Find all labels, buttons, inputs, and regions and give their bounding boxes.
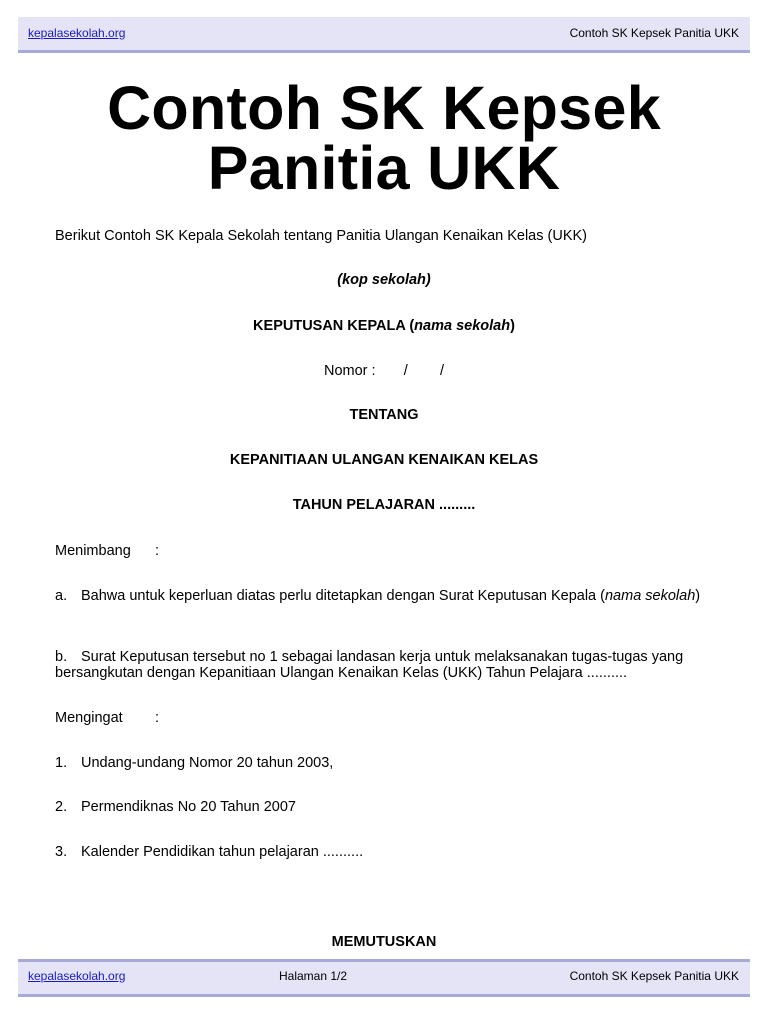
keputusan-suffix: ) bbox=[510, 318, 515, 334]
tentang-heading: TENTANG bbox=[349, 407, 419, 423]
menimbang-colon: : bbox=[155, 543, 160, 559]
footer-top-divider bbox=[18, 959, 750, 962]
footer-page-number: Halaman 1/2 bbox=[279, 969, 348, 983]
menimbang-item-b bbox=[55, 649, 715, 681]
mengingat-label-row bbox=[55, 710, 715, 726]
footer-site-link[interactable]: kepalasekolah.org bbox=[28, 969, 126, 983]
keputusan-heading bbox=[0, 318, 768, 334]
page-footer bbox=[18, 959, 750, 997]
mengingat-item-3-text: Kalender Pendidikan tahun pelajaran .......... bbox=[81, 844, 364, 860]
memutuskan-heading: MEMUTUSKAN bbox=[331, 934, 437, 950]
mengingat-label: Mengingat bbox=[55, 710, 123, 726]
nomor-line: Nomor : / / bbox=[323, 363, 445, 379]
page-title-line-1: Contoh SK Kepsek bbox=[107, 74, 661, 142]
mengingat-colon: : bbox=[155, 710, 160, 726]
footer-bottom-divider bbox=[18, 994, 750, 997]
mengingat-item-2 bbox=[55, 799, 715, 815]
kop-sekolah: (kop sekolah) bbox=[337, 272, 431, 288]
keputusan-school-name: nama sekolah bbox=[414, 318, 511, 334]
mengingat-item-3 bbox=[55, 844, 715, 860]
menimbang-item-b-text: Surat Keputusan tersebut no 1 sebagai landasan kerja untuk melaksanakan tugas-tugas yang bersangkutan dengan Kepanitiaan Ulangan Kenaikan Kelas (UKK) Tahun Pelajara .......... bbox=[55, 649, 684, 681]
keputusan-prefix: KEPUTUSAN KEPALA ( bbox=[253, 318, 415, 334]
menimbang-item-a-suffix: ) bbox=[695, 588, 701, 604]
intro-text: Berikut Contoh SK Kepala Sekolah tentang Panitia Ulangan Kenaikan Kelas (UKK) bbox=[55, 228, 587, 244]
header-divider bbox=[18, 50, 750, 53]
mengingat-item-3-marker: 3. bbox=[55, 844, 68, 860]
menimbang-label: Menimbang bbox=[55, 543, 131, 559]
footer-doc-title: Contoh SK Kepsek Panitia UKK bbox=[569, 969, 739, 983]
page-title-line-2: Panitia UKK bbox=[207, 134, 561, 202]
menimbang-label-row bbox=[55, 543, 715, 559]
menimbang-item-a-school-name: nama sekolah bbox=[604, 588, 696, 604]
subject-heading: KEPANITIAAN ULANGAN KENAIKAN KELAS bbox=[229, 452, 539, 468]
menimbang-item-b-marker: b. bbox=[55, 649, 68, 665]
header-site-link[interactable]: kepalasekolah.org bbox=[28, 26, 126, 40]
mengingat-item-1-text: Undang-undang Nomor 20 tahun 2003, bbox=[81, 755, 334, 771]
mengingat-item-1-marker: 1. bbox=[55, 755, 68, 771]
menimbang-item-a-marker: a. bbox=[55, 588, 68, 604]
menimbang-item-a bbox=[55, 588, 715, 604]
header-doc-title: Contoh SK Kepsek Panitia UKK bbox=[569, 26, 739, 40]
mengingat-item-2-text: Permendiknas No 20 Tahun 2007 bbox=[81, 799, 296, 815]
menimbang-item-a-text: Bahwa untuk keperluan diatas perlu ditetapkan dengan Surat Keputusan Kepala ( bbox=[81, 588, 605, 604]
page-header bbox=[18, 17, 750, 53]
page-title bbox=[0, 74, 768, 202]
mengingat-item-1 bbox=[55, 755, 715, 771]
mengingat-item-2-marker: 2. bbox=[55, 799, 68, 815]
tahun-heading: TAHUN PELAJARAN ......... bbox=[292, 497, 476, 513]
